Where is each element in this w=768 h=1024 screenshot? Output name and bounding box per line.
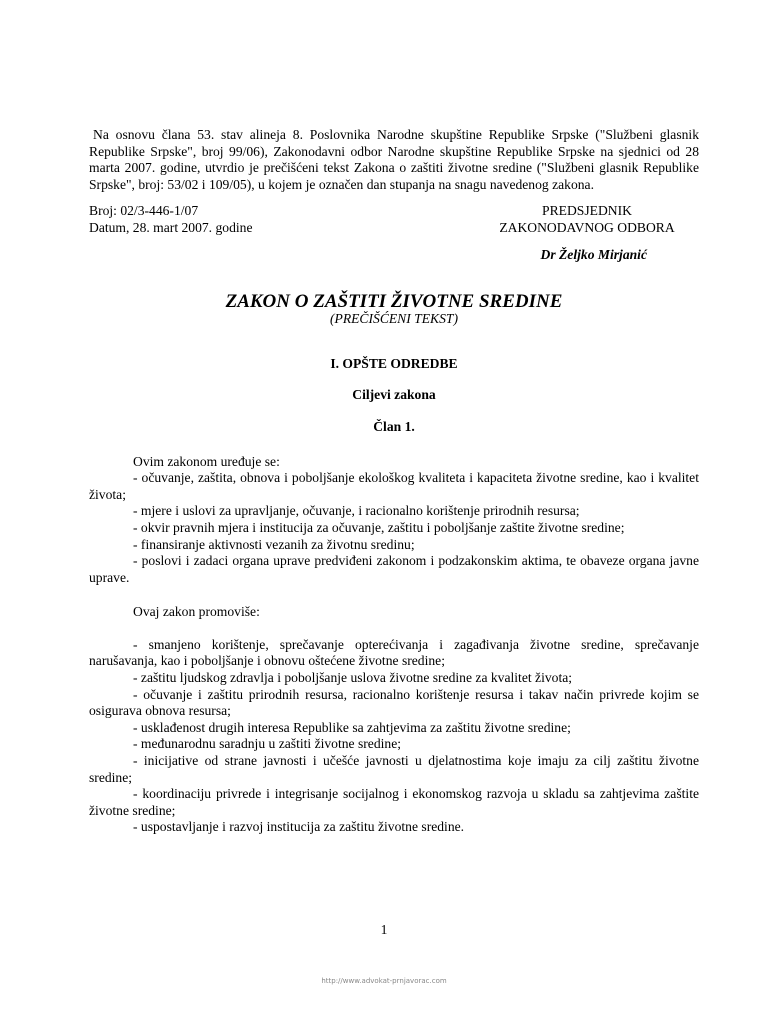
list-item: - okvir pravnih mjera i institucija za očuvanje, zaštitu i poboljšanje zaštite životne sredine;	[133, 519, 625, 535]
list-item: - očuvanje, zaštita, obnova i poboljšanje ekološkog kvaliteta i kapaciteta životne sredine, kao i kvalitet života;	[89, 470, 699, 502]
reference-number: Broj: 02/3-446-1/07	[89, 203, 199, 219]
role-body: ZAKONODAVNOG ODBORA	[499, 219, 675, 235]
subsection-heading: Ciljevi zakona	[352, 387, 436, 403]
list-item: - međunarodnu saradnju u zaštiti životne sredine;	[133, 736, 402, 752]
list-item: - mjere i uslovi za upravljanje, očuvanje, i racionalno korištenje prirodnih resursa;	[133, 503, 580, 519]
footer-url[interactable]: http://www.advokat-prnjavorac.com	[321, 977, 447, 985]
list2-lead: Ovaj zakon promoviše:	[133, 604, 260, 620]
role-block	[487, 203, 687, 236]
list-item: - koordinaciju privrede i integrisanje socijalnog i ekonomskog razvoja u skladu sa zahtjevima zaštite životne sredine;	[89, 786, 699, 818]
list-item: - uspostavljanje i razvoj institucija za zaštitu životne sredine.	[133, 819, 465, 835]
signatory-name: Dr Željko Mirjanić	[540, 246, 647, 262]
list2	[89, 637, 699, 836]
reference-block	[89, 203, 252, 236]
document-header	[89, 203, 699, 236]
list-item: - finansiranje aktivnosti vezanih za životnu sredinu;	[133, 536, 415, 552]
list-item: - smanjeno korištenje, sprečavanje opterećivanja i zagađivanja životne sredine, sprečavanje narušavanja, kao i poboljšanje i obnovu oštećene životne sredine;	[89, 636, 699, 669]
role-title: PREDSJEDNIK	[542, 203, 632, 219]
law-subtitle: (PREČIŠĆENI TEKST)	[329, 311, 458, 327]
list-item: - usklađenost drugih interesa Republike sa zahtjevima za zaštitu životne sredine;	[133, 719, 571, 735]
list-item: - poslovi i zadaci organa uprave predviđeni zakonom i podzakonskim aktima, te obaveze organa javne uprave.	[89, 553, 699, 585]
intro-paragraph: Na osnovu člana 53. stav alineja 8. Poslovnika Narodne skupštine Republike Srpske ("Službeni glasnik Republike Srpske", broj 99/06), Zakonodavni odbor Narodne skupštine Republike Srpske na sjednici od 28 marta 2007. godine, utvrdio je prečišćeni tekst Zakona o zaštiti životne sredine ("Službeni glasnik Republike Srpske", broj: 53/02 i 109/05), u kojem je označen dan stupanja na snagu navedenog zakona.	[89, 127, 699, 192]
list-item: - očuvanje i zaštitu prirodnih resursa, racionalno korištenje resursa i takav način privrede kojim se osigurava obnova resursa;	[89, 686, 699, 719]
document-page	[89, 127, 699, 836]
list1-lead: Ovim zakonom uređuje se:	[133, 453, 280, 469]
list-item: - zaštitu ljudskog zdravlja i poboljšanje uslova životne sredine za kvalitet života;	[133, 670, 573, 686]
article-heading: Član 1.	[373, 418, 415, 434]
section-heading: I. OPŠTE ODREDBE	[330, 355, 458, 371]
law-title: ZAKON O ZAŠTITI ŽIVOTNE SREDINE	[225, 291, 563, 313]
list-item: - inicijative od strane javnosti i učešće javnosti u djelatnostima koje imaju za cilj zaštitu životne sredine;	[89, 753, 699, 785]
page-number: 1	[380, 922, 388, 937]
list1	[89, 470, 699, 586]
reference-date: Datum, 28. mart 2007. godine	[89, 219, 253, 235]
